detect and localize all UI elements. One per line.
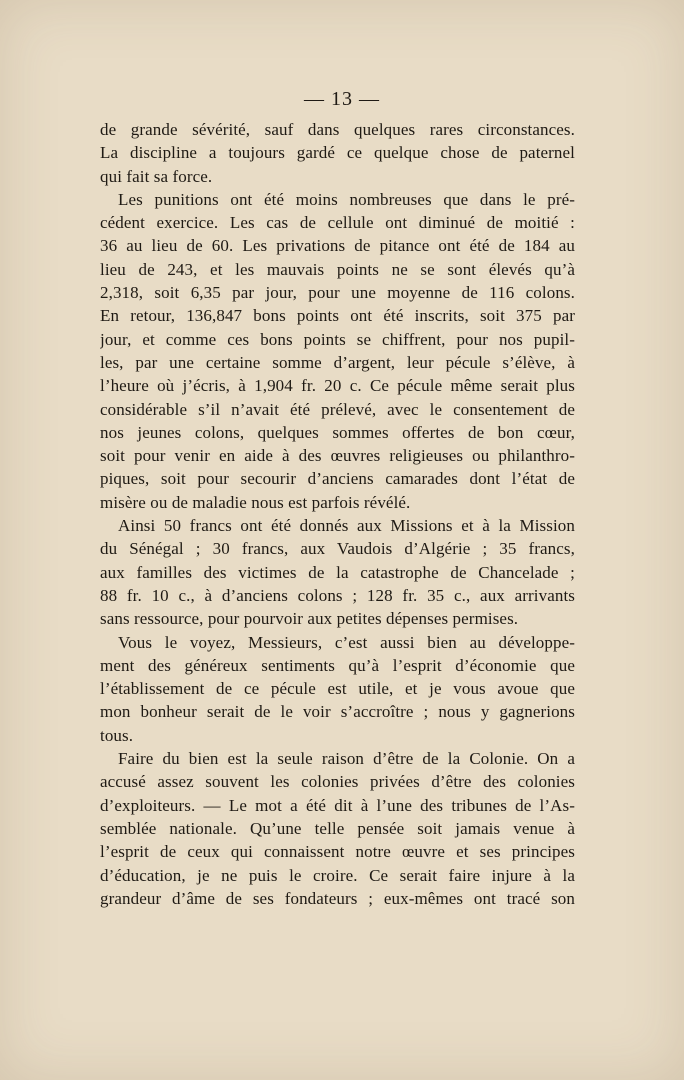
text-line: les, par une certaine somme d’argent, leur pécule s’élève, à (100, 352, 575, 372)
text-line: l’établissement de ce pécule est utile, et je vous avoue que (100, 679, 575, 699)
text-line: sans ressource, pour pourvoir aux petites dépenses permises. (100, 609, 519, 629)
text-line: d’éducation, je ne puis le croire. Ce serait faire injure à la (100, 865, 575, 885)
page-number: — 13 — (304, 88, 380, 110)
text-line: jour, et comme ces bons points se chiffrent, pour nos pupil- (100, 329, 575, 349)
text-line: qui fait sa force. (100, 166, 213, 186)
text-line: 36 au lieu de 60. Les privations de pitance ont été de 184 au (100, 236, 575, 256)
paragraph-4 (100, 631, 575, 747)
text-line: piques, soit pour secourir d’anciens camarades dont l’état de (100, 469, 575, 489)
text-line: tous. (100, 725, 134, 745)
text-line: mon bonheur serait de le voir s’accroître ; nous y gagnerions (100, 702, 575, 722)
body-text (100, 118, 575, 910)
text-line: du Sénégal ; 30 francs, aux Vaudois d’Algérie ; 35 francs, (100, 539, 575, 559)
paragraph-5 (100, 747, 575, 910)
text-line: lieu de 243, et les mauvais points ne se sont élevés qu’à (100, 259, 575, 279)
text-line: cédent exercice. Les cas de cellule ont diminué de moitié : (100, 213, 575, 233)
text-line: l’heure où j’écris, à 1,904 fr. 20 c. Ce pécule même serait plus (100, 376, 575, 396)
text-line: Les punitions ont été moins nombreuses que dans le pré- (118, 189, 575, 209)
text-line: soit pour venir en aide à des œuvres religieuses ou philanthro- (100, 446, 575, 466)
text-line: 2,318, soit 6,35 par jour, pour une moyenne de 116 colons. (100, 283, 575, 303)
text-line: accusé assez souvent les colonies privées d’être des colonies (100, 772, 575, 792)
text-line: ment des généreux sentiments qu’à l’esprit d’économie que (100, 655, 575, 675)
text-line: Vous le voyez, Messieurs, c’est aussi bien au développe- (118, 632, 575, 652)
text-line: nos jeunes colons, quelques sommes offertes de bon cœur, (100, 422, 575, 442)
text-line: d’exploiteurs. — Le mot a été dit à l’une des tribunes de l’As- (100, 795, 575, 815)
text-line: misère ou de maladie nous est parfois révélé. (100, 492, 411, 512)
text-line: semblée nationale. Qu’une telle pensée soit jamais venue à (100, 818, 575, 838)
text-line: En retour, 136,847 bons points ont été inscrits, soit 375 par (100, 306, 575, 326)
paragraph-1 (100, 118, 575, 188)
text-line: l’esprit de ceux qui connaissent notre œuvre et ses principes (100, 842, 575, 862)
text-line: de grande sévérité, sauf dans quelques rares circonstances. (100, 120, 575, 139)
text-line: considérable s’il n’avait été prélevé, avec le consentement de (100, 399, 575, 419)
paragraph-2 (100, 188, 575, 514)
text-line: Faire du bien est la seule raison d’être de la Colonie. On a (118, 749, 575, 769)
text-line: Ainsi 50 francs ont été donnés aux Missions et à la Mission (118, 516, 575, 536)
paragraph-3 (100, 514, 575, 630)
text-line: grandeur d’âme de ses fondateurs ; eux-mêmes ont tracé son (100, 888, 575, 908)
text-line: aux familles des victimes de la catastrophe de Chancelade ; (100, 562, 575, 582)
text-line: 88 fr. 10 c., à d’anciens colons ; 128 fr. 35 c., aux arrivants (100, 585, 575, 605)
text-line: La discipline a toujours gardé ce quelque chose de paternel (100, 143, 575, 163)
